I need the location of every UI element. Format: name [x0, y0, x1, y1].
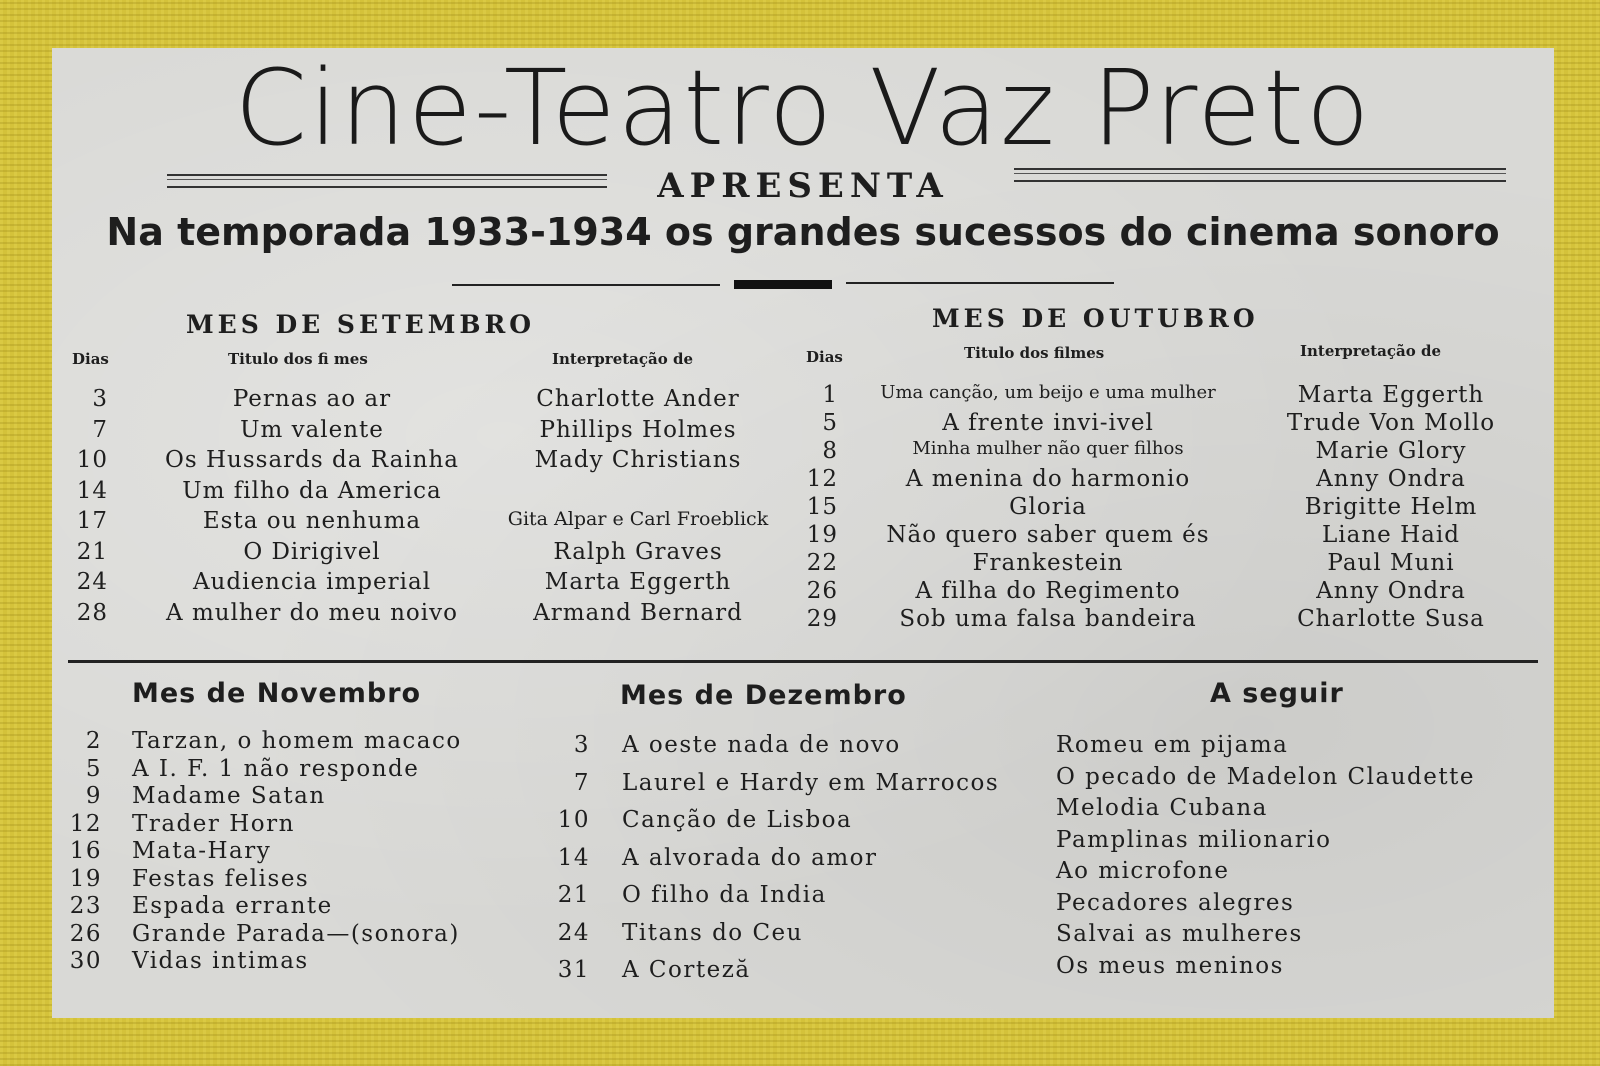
setembro-actor: Charlotte Ander: [536, 386, 740, 412]
dezembro-day: 3: [573, 732, 590, 758]
novembro-day: 30: [69, 948, 102, 974]
outubro-film-title: Frankestein: [972, 550, 1124, 576]
setembro-day: 17: [76, 508, 108, 534]
seguir-heading: A seguir: [1210, 678, 1344, 709]
novembro-film-title: Vidas intimas: [132, 948, 309, 974]
outubro-day: 22: [806, 550, 838, 576]
setembro-actor: Ralph Graves: [553, 538, 723, 565]
cinema-title: Cine-Teatro Vaz Preto: [234, 48, 1372, 169]
dezembro-day: 7: [573, 769, 590, 796]
outubro-day: 26: [806, 578, 838, 604]
outubro-actor: Trude Von Mollo: [1286, 410, 1496, 436]
dezembro-heading: Mes de Dezembro: [620, 680, 907, 711]
novembro-film-title: Tarzan, o homem macaco: [132, 728, 462, 754]
outubro-day: 19: [806, 522, 838, 548]
outubro-film-title: A filha do Regimento: [915, 578, 1181, 604]
dezembro-day: 21: [557, 882, 590, 908]
setembro-day: 10: [76, 447, 108, 473]
setembro-day: 3: [92, 386, 108, 412]
divider-left: [452, 284, 720, 286]
divider-right: [846, 282, 1114, 284]
outubro-actor: Marie Glory: [1315, 438, 1467, 464]
seguir-film-title: Romeu em pijama: [1056, 732, 1289, 758]
dezembro-day: 31: [557, 957, 590, 983]
novembro-film-title: Espada errante: [132, 893, 333, 919]
setembro-film-title: Um valente: [240, 416, 384, 443]
outubro-col-actor: Interpretação de: [1300, 342, 1441, 360]
seguir-film-title: Salvai as mulheres: [1056, 921, 1303, 947]
outubro-film-title: Gloria: [1009, 494, 1087, 520]
outubro-day: 29: [806, 606, 838, 632]
setembro-day: 28: [76, 599, 108, 626]
outubro-col-days: Dias: [806, 348, 843, 366]
divider-center: [734, 280, 832, 289]
dezembro-film-title: A oeste nada de novo: [622, 732, 901, 758]
setembro-col-actor: Interpretação de: [552, 350, 693, 368]
setembro-film-title: Os Hussards da Rainha: [165, 447, 459, 473]
setembro-film-title: Audiencia imperial: [192, 569, 432, 595]
dezembro-film-title: O filho da India: [622, 882, 827, 908]
outubro-day: 8: [822, 438, 838, 464]
apresenta-label: APRESENTA: [657, 166, 949, 206]
seguir-film-title: Pecadores alegres: [1056, 889, 1295, 916]
setembro-actor: Armand Bernard: [533, 599, 743, 626]
setembro-col-days: Dias: [72, 350, 109, 368]
outubro-film-title: Minha mulher não quer filhos: [912, 438, 1184, 459]
setembro-heading: MES DE SETEMBRO: [186, 310, 536, 339]
setembro-day: 21: [76, 538, 108, 565]
outubro-actor: Anny Ondra: [1316, 466, 1466, 492]
newspaper-clipping: [52, 48, 1554, 1018]
outubro-day: 15: [806, 494, 838, 520]
setembro-film-title: O Dirigivel: [243, 538, 381, 565]
novembro-day: 9: [85, 783, 102, 809]
dezembro-day: 24: [557, 919, 590, 946]
novembro-day: 23: [69, 893, 102, 919]
novembro-day: 26: [69, 920, 102, 947]
seguir-film-title: Melodia Cubana: [1056, 795, 1268, 821]
novembro-day: 16: [69, 838, 102, 864]
outubro-actor: Anny Ondra: [1316, 578, 1466, 604]
novembro-heading: Mes de Novembro: [132, 678, 422, 709]
outubro-film-title: Não quero saber quem és: [886, 522, 1210, 548]
dezembro-day: 10: [557, 807, 590, 833]
outubro-day: 12: [806, 466, 838, 492]
outubro-actor: Brigitte Helm: [1304, 494, 1478, 520]
outubro-day: 1: [822, 382, 838, 408]
outubro-film-title: A menina do harmonio: [905, 466, 1191, 492]
dezembro-film-title: A alvorada do amor: [622, 844, 878, 871]
novembro-film-title: Madame Satan: [132, 783, 326, 809]
novembro-film-title: Trader Horn: [132, 810, 295, 837]
outubro-film-title: Uma canção, um beijo e uma mulher: [880, 382, 1216, 403]
setembro-actor: Marta Eggerth: [544, 569, 732, 595]
outubro-actor: Marta Eggerth: [1297, 382, 1485, 408]
setembro-day: 24: [76, 569, 108, 595]
outubro-col-title: Titulo dos filmes: [964, 344, 1105, 362]
seguir-film-title: Os meus meninos: [1056, 952, 1284, 979]
setembro-actor: Phillips Holmes: [539, 416, 737, 443]
novembro-day: 5: [85, 755, 102, 782]
setembro-film-title: Esta ou nenhuma: [202, 508, 422, 534]
novembro-film-title: Grande Parada—(sonora): [132, 920, 460, 947]
dezembro-film-title: Canção de Lisboa: [622, 807, 853, 833]
setembro-col-title: Titulo dos fi mes: [228, 350, 368, 368]
setembro-actor: Gita Alpar e Carl Froeblick: [507, 508, 769, 530]
outubro-actor: Charlotte Susa: [1297, 606, 1485, 632]
dezembro-film-title: A Corteză: [622, 957, 751, 983]
outubro-film-title: A frente invi-ivel: [942, 410, 1154, 436]
outubro-film-title: Sob uma falsa bandeira: [899, 606, 1197, 632]
seguir-film-title: Ao microfone: [1056, 858, 1230, 884]
novembro-day: 19: [69, 865, 102, 892]
novembro-day: 2: [85, 728, 102, 754]
setembro-actor: Mady Christians: [534, 447, 742, 473]
season-headline: Na temporada 1933-1934 os grandes sucessos do cinema sonoro: [106, 210, 1500, 254]
outubro-day: 5: [822, 410, 838, 436]
novembro-film-title: Festas felises: [132, 865, 310, 892]
setembro-film-title: A mulher do meu noivo: [166, 599, 458, 626]
setembro-day: 14: [76, 477, 108, 504]
novembro-day: 12: [69, 810, 102, 837]
outubro-actor: Paul Muni: [1327, 550, 1455, 576]
novembro-film-title: A I. F. 1 não responde: [132, 755, 420, 782]
outubro-actor: Liane Haid: [1322, 522, 1460, 548]
novembro-film-title: Mata-Hary: [132, 838, 272, 864]
dezembro-day: 14: [557, 844, 590, 871]
dezembro-film-title: Titans do Ceu: [622, 919, 803, 946]
outubro-heading: MES DE OUTUBRO: [932, 304, 1259, 333]
dezembro-film-title: Laurel e Hardy em Marrocos: [622, 769, 1000, 796]
section-divider: [68, 660, 1538, 663]
setembro-day: 7: [92, 416, 108, 443]
setembro-film-title: Um filho da America: [182, 477, 442, 504]
seguir-film-title: O pecado de Madelon Claudette: [1056, 763, 1475, 790]
seguir-film-title: Pamplinas milionario: [1056, 826, 1332, 853]
setembro-film-title: Pernas ao ar: [232, 386, 392, 412]
